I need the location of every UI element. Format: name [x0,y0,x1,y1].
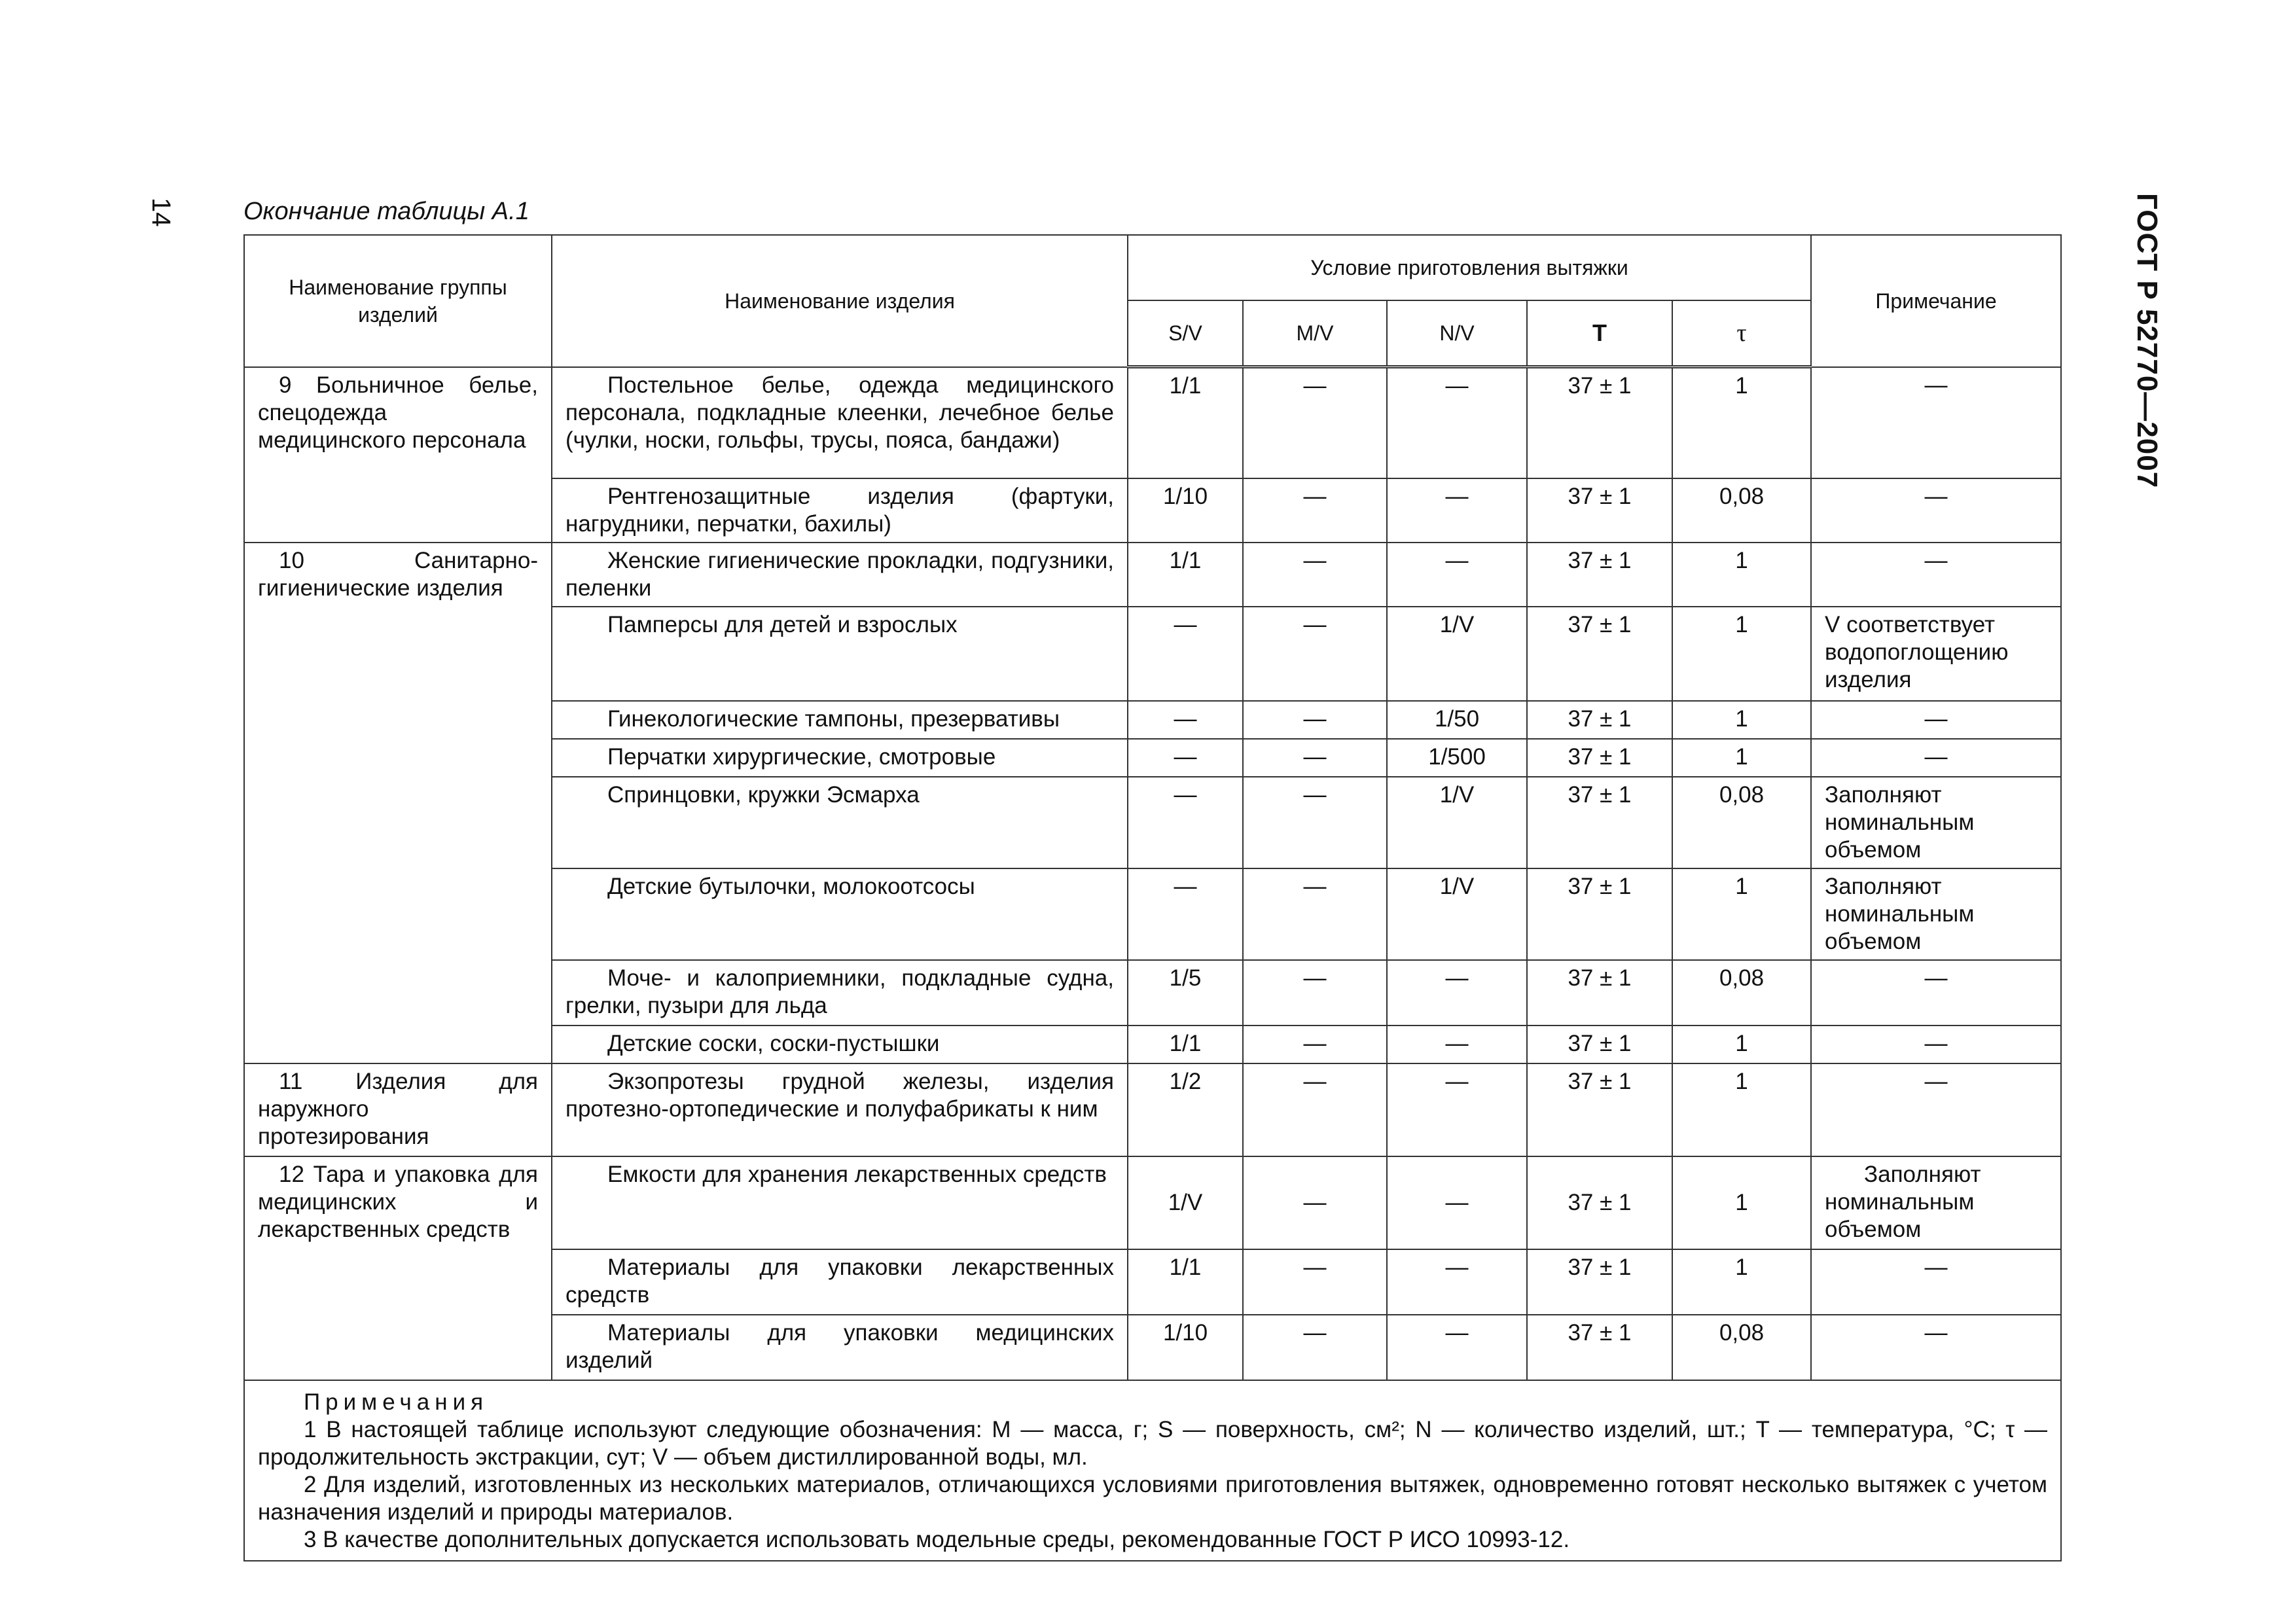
t-value: 37 ± 1 [1527,543,1672,607]
mv-value: — [1243,701,1387,739]
item-name: Детские бутылочки, молокоотсосы [552,868,1128,960]
sv-value: — [1128,868,1243,960]
t-value: 37 ± 1 [1527,739,1672,777]
mv-value: — [1243,777,1387,868]
header-tau: τ [1672,300,1811,367]
item-name: Рентгенозащитные изделия (фартуки, нагрудники, перчатки, бахилы) [552,478,1128,543]
tau-value: 1 [1672,607,1811,701]
tau-value: 1 [1672,868,1811,960]
nv-value: — [1387,543,1527,607]
nv-value: 1/V [1387,868,1527,960]
nv-value: 1/500 [1387,739,1527,777]
sv-value: — [1128,777,1243,868]
nv-value: — [1387,1063,1527,1156]
group-name: 9 Больничное белье, спецодежда медицинского персонала [244,367,552,543]
table-caption: Окончание таблицы А.1 [243,198,529,225]
mv-value: — [1243,478,1387,543]
item-name: Детские соски, соски-пустышки [552,1026,1128,1063]
page-number: 14 [147,198,175,227]
note-value: — [1811,701,2061,739]
t-value: 37 ± 1 [1527,1315,1672,1380]
table-row [244,543,2061,607]
header-group: Наименование группы изделий [244,235,552,367]
note-value: Заполняют номинальным объемом [1811,868,2061,960]
sv-value: 1/V [1128,1156,1243,1249]
nv-value: 1/50 [1387,701,1527,739]
mv-value: — [1243,960,1387,1026]
tau-value: 1 [1672,543,1811,607]
sv-value: 1/1 [1128,1026,1243,1063]
sv-value: — [1128,607,1243,701]
t-value: 37 ± 1 [1527,1026,1672,1063]
note-value: — [1811,1026,2061,1063]
nv-value: — [1387,1249,1527,1315]
tau-value: 0,08 [1672,960,1811,1026]
tau-value: 1 [1672,701,1811,739]
item-name: Материалы для упаковки лекарственных средств [552,1249,1128,1315]
sv-value: — [1128,701,1243,739]
item-name: Спринцовки, кружки Эсмарха [552,777,1128,868]
sv-value: 1/10 [1128,478,1243,543]
nv-value: — [1387,1156,1527,1249]
mv-value: — [1243,868,1387,960]
item-name: Перчатки хирургические, смотровые [552,739,1128,777]
table-row [244,1156,2061,1249]
header-nv: N/V [1387,300,1527,367]
mv-value: — [1243,1249,1387,1315]
sv-value: 1/10 [1128,1315,1243,1380]
item-name: Памперсы для детей и взрослых [552,607,1128,701]
nv-value: 1/V [1387,777,1527,868]
notes-row [244,1380,2061,1561]
sv-value: 1/1 [1128,1249,1243,1315]
header-item: Наименование изделия [552,235,1128,367]
t-value: 37 ± 1 [1527,777,1672,868]
mv-value: — [1243,1026,1387,1063]
note-value: — [1811,1063,2061,1156]
t-value: 37 ± 1 [1527,1249,1672,1315]
tau-value: 0,08 [1672,478,1811,543]
note-value: Заполняют номинальным объемом [1811,1156,2061,1249]
nv-value: — [1387,960,1527,1026]
sv-value: 1/1 [1128,543,1243,607]
t-value: 37 ± 1 [1527,868,1672,960]
t-value: 37 ± 1 [1527,1063,1672,1156]
tau-value: 1 [1672,1249,1811,1315]
sv-value: 1/5 [1128,960,1243,1026]
header-sv: S/V [1128,300,1243,367]
nv-value: — [1387,478,1527,543]
data-table [243,234,2062,1561]
note-value: — [1811,367,2061,478]
item-name: Экзопротезы грудной железы, изделия протезно-ортопедические и полуфабрикаты к ним [552,1063,1128,1156]
mv-value: — [1243,367,1387,478]
mv-value: — [1243,1156,1387,1249]
t-value: 37 ± 1 [1527,478,1672,543]
t-value: 37 ± 1 [1527,367,1672,478]
tau-value: 1 [1672,1026,1811,1063]
mv-value: — [1243,1315,1387,1380]
item-name: Постельное белье, одежда медицинского персонала, подкладные клеенки, лечебное белье (чулки, носки, гольфы, трусы, пояса, бандажи) [552,367,1128,478]
note-value: — [1811,478,2061,543]
sv-value: — [1128,739,1243,777]
sv-value: 1/1 [1128,367,1243,478]
item-name: Материалы для упаковки медицинских изделий [552,1315,1128,1380]
header-t: T [1527,300,1672,367]
mv-value: — [1243,1063,1387,1156]
nv-value: 1/V [1387,607,1527,701]
group-name: 10 Санитарно-гигиенические изделия [244,543,552,1063]
group-name: 12 Тара и упаковка для медицинских и лекарственных средств [244,1156,552,1380]
item-name: Гинекологические тампоны, презервативы [552,701,1128,739]
sv-value: 1/2 [1128,1063,1243,1156]
header-mv: M/V [1243,300,1387,367]
table-row [244,367,2061,478]
t-value: 37 ± 1 [1527,701,1672,739]
nv-value: — [1387,1315,1527,1380]
header-conditions: Условие приготовления вытяжки [1128,235,1811,300]
tau-value: 1 [1672,1156,1811,1249]
tau-value: 1 [1672,739,1811,777]
tau-value: 0,08 [1672,777,1811,868]
note-value: — [1811,1249,2061,1315]
item-name: Женские гигиенические прокладки, подгузники, пеленки [552,543,1128,607]
notes-block [244,1380,2061,1561]
header-note: Примечание [1811,235,2061,367]
note-value: Заполняют номинальным объемом [1811,777,2061,868]
tau-value: 0,08 [1672,1315,1811,1380]
note-value: — [1811,1315,2061,1380]
mv-value: — [1243,543,1387,607]
tau-value: 1 [1672,367,1811,478]
document-code: ГОСТ Р 52770—2007 [2131,193,2163,489]
mv-value: — [1243,739,1387,777]
note-value: V соответствует водопоглощению изделия [1811,607,2061,701]
note-value: — [1811,960,2061,1026]
note-value: — [1811,739,2061,777]
table-row [244,1063,2061,1156]
item-name: Моче- и калоприемники, подкладные судна, грелки, пузыри для льда [552,960,1128,1026]
note-3: 3 В качестве дополнительных допускается использовать модельные среды, рекомендованные ГОСТ Р ИСО 10993-12. [304,1526,1570,1552]
note-2: 2 Для изделий, изготовленных из нескольких материалов, отличающихся условиями приготовления вытяжек, одновременно готовят несколько вытяжек с учетом назначения изделий и природы материалов. [258,1471,2047,1525]
mv-value: — [1243,607,1387,701]
notes-title: Примечания [304,1389,489,1415]
t-value: 37 ± 1 [1527,1156,1672,1249]
tau-value: 1 [1672,1063,1811,1156]
t-value: 37 ± 1 [1527,960,1672,1026]
note-1: 1 В настоящей таблице используют следующие обозначения: M — масса, г; S — поверхность, см²; N — количество изделий, шт.; T — температура, °C; τ — продолжительность экстракции, сут; V — объем дистиллированной воды, мл. [258,1416,2047,1470]
nv-value: — [1387,1026,1527,1063]
note-value: — [1811,543,2061,607]
group-name: 11 Изделия для наружного протезирования [244,1063,552,1156]
item-name: Емкости для хранения лекарственных средств [552,1156,1128,1249]
t-value: 37 ± 1 [1527,607,1672,701]
nv-value: — [1387,367,1527,478]
